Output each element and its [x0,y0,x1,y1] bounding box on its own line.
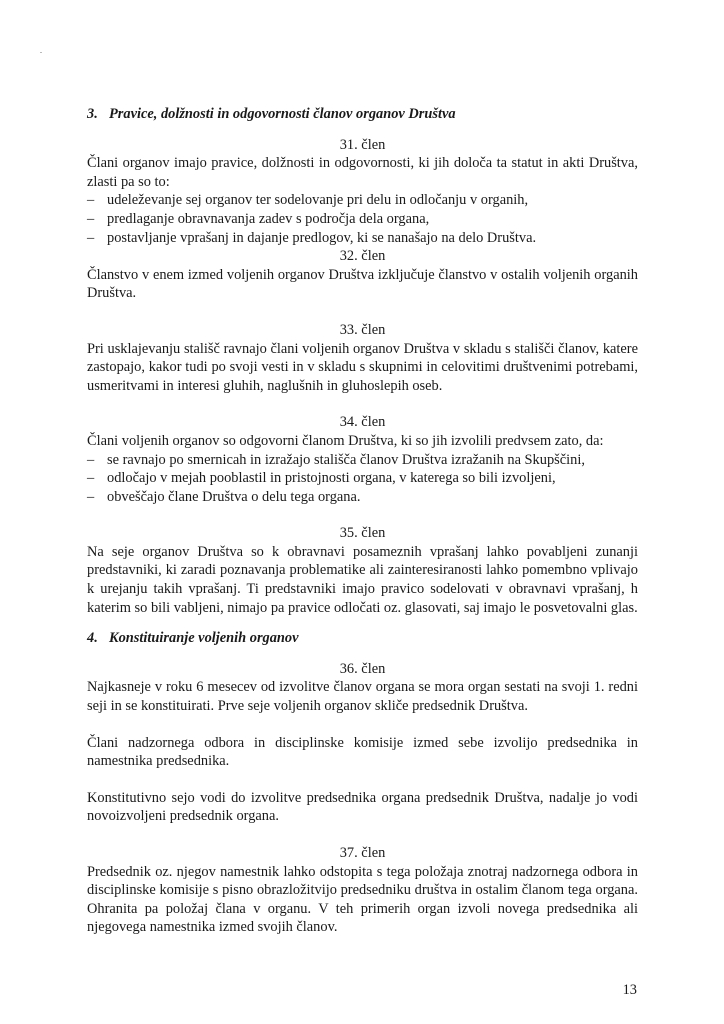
section-number: 3. [87,106,98,122]
article-34-list [87,451,638,507]
list-item: – udeleževanje sej organov ter sodelovanje pri delu in odločanju v organih, [87,191,638,210]
article-37-text: Predsednik oz. njegov namestnik lahko odstopita s tega položaja znotraj nadzornega odbora in disciplinske komisije s pisno obrazložitvijo predsedniku društva in ostalim članom tega organa. Ohranita pa položaj člana v organu. V teh primerih organ izvoli novega predsednika ali njegovega namestnika izmed svojih članov. [87,863,638,936]
article-title-36: 36. člen [339,660,386,677]
article-title-35: 35. člen [339,525,386,542]
article-32-text: Članstvo v enem izmed voljenih organov Društva izključuje članstvo v ostalih voljenih organih Društva. [87,266,638,302]
article-title-31: 31. člen [339,136,386,153]
article-36-paragraph-3: Konstitutivno sejo vodi do izvolitve predsednika organa predsednik Društva, nadalje jo vodi novoizvoljeni predsednik organa. [87,789,638,825]
article-31-list [87,191,638,247]
list-item: – odločajo v mejah pooblastil in pristojnosti organa, v katerega so bili izvoljeni, [87,469,638,488]
section-heading-3 [87,105,638,124]
section-title: Konstituiranje voljenih organov [109,630,299,647]
article-36-paragraph-1: Najkasneje v roku 6 mesecev od izvolitve članov organa se mora organ sestati na svoji 1. redni seji in se konstituirati. Prve seje voljenih organov skliče predsednik Društva. [87,679,638,715]
article-34-intro: Člani voljenih organov so odgovorni članom Društva, ki so jih izvolili predvsem zato, da: [87,432,604,449]
section-number: 4. [87,630,98,647]
list-item: – postavljanje vprašanj in dajanje predlogov, ki se nanašajo na delo Društva. [87,229,638,248]
scan-mark [40,52,42,53]
article-title-32: 32. člen [339,248,386,265]
article-31-intro: Člani organov imajo pravice, dolžnosti in odgovornosti, ki jih določa ta statut in akti Društva, zlasti pa so to: [87,155,638,190]
article-36-paragraph-2: Člani nadzornega odbora in disciplinske komisije izmed sebe izvolijo predsednika in namestnika predsednika. [87,734,638,770]
article-35-text: Na seje organov Društva so k obravnavi posameznih vprašanj lahko povabljeni zunanji predstavniki, ki zaradi poznavanja problematike ali zainteresiranosti lahko pomembno vplivajo k urejanju takih vprašanj. Ti predstavniki imajo pravico sodelovati v obravnavi vprašanj, h katerim so bili vabljeni, nimajo pa pravice odločati oz. glasovati, saj imajo le posvetovalni glas. [87,543,638,616]
article-title-37: 37. člen [339,845,386,861]
list-item: – obveščajo člane Društva o delu tega organa. [87,488,638,507]
list-item: – se ravnajo po smernicah in izražajo stališča članov Društva izražanih na Skupščini, [87,451,638,470]
list-item: – predlaganje obravnavanja zadev s področja dela organa, [87,210,638,229]
page-number: 13 [622,982,637,998]
section-heading-4 [87,629,638,648]
article-title-33: 33. člen [339,321,386,338]
article-title-34: 34. člen [339,414,386,431]
section-title: Pravice, dolžnosti in odgovornosti članov organov Društva [109,106,456,122]
page-content [87,105,638,937]
article-33-text: Pri usklajevanju stališč ravnajo člani voljenih organov Društva v skladu s stališči članov, katere zastopajo, kakor tudi po svoji vesti in v skladu s skupnimi in celovitimi društvenimi potrebami, usmeritvami in interesi gluhih, naglušnih in gluhoslepih oseb. [87,340,638,394]
